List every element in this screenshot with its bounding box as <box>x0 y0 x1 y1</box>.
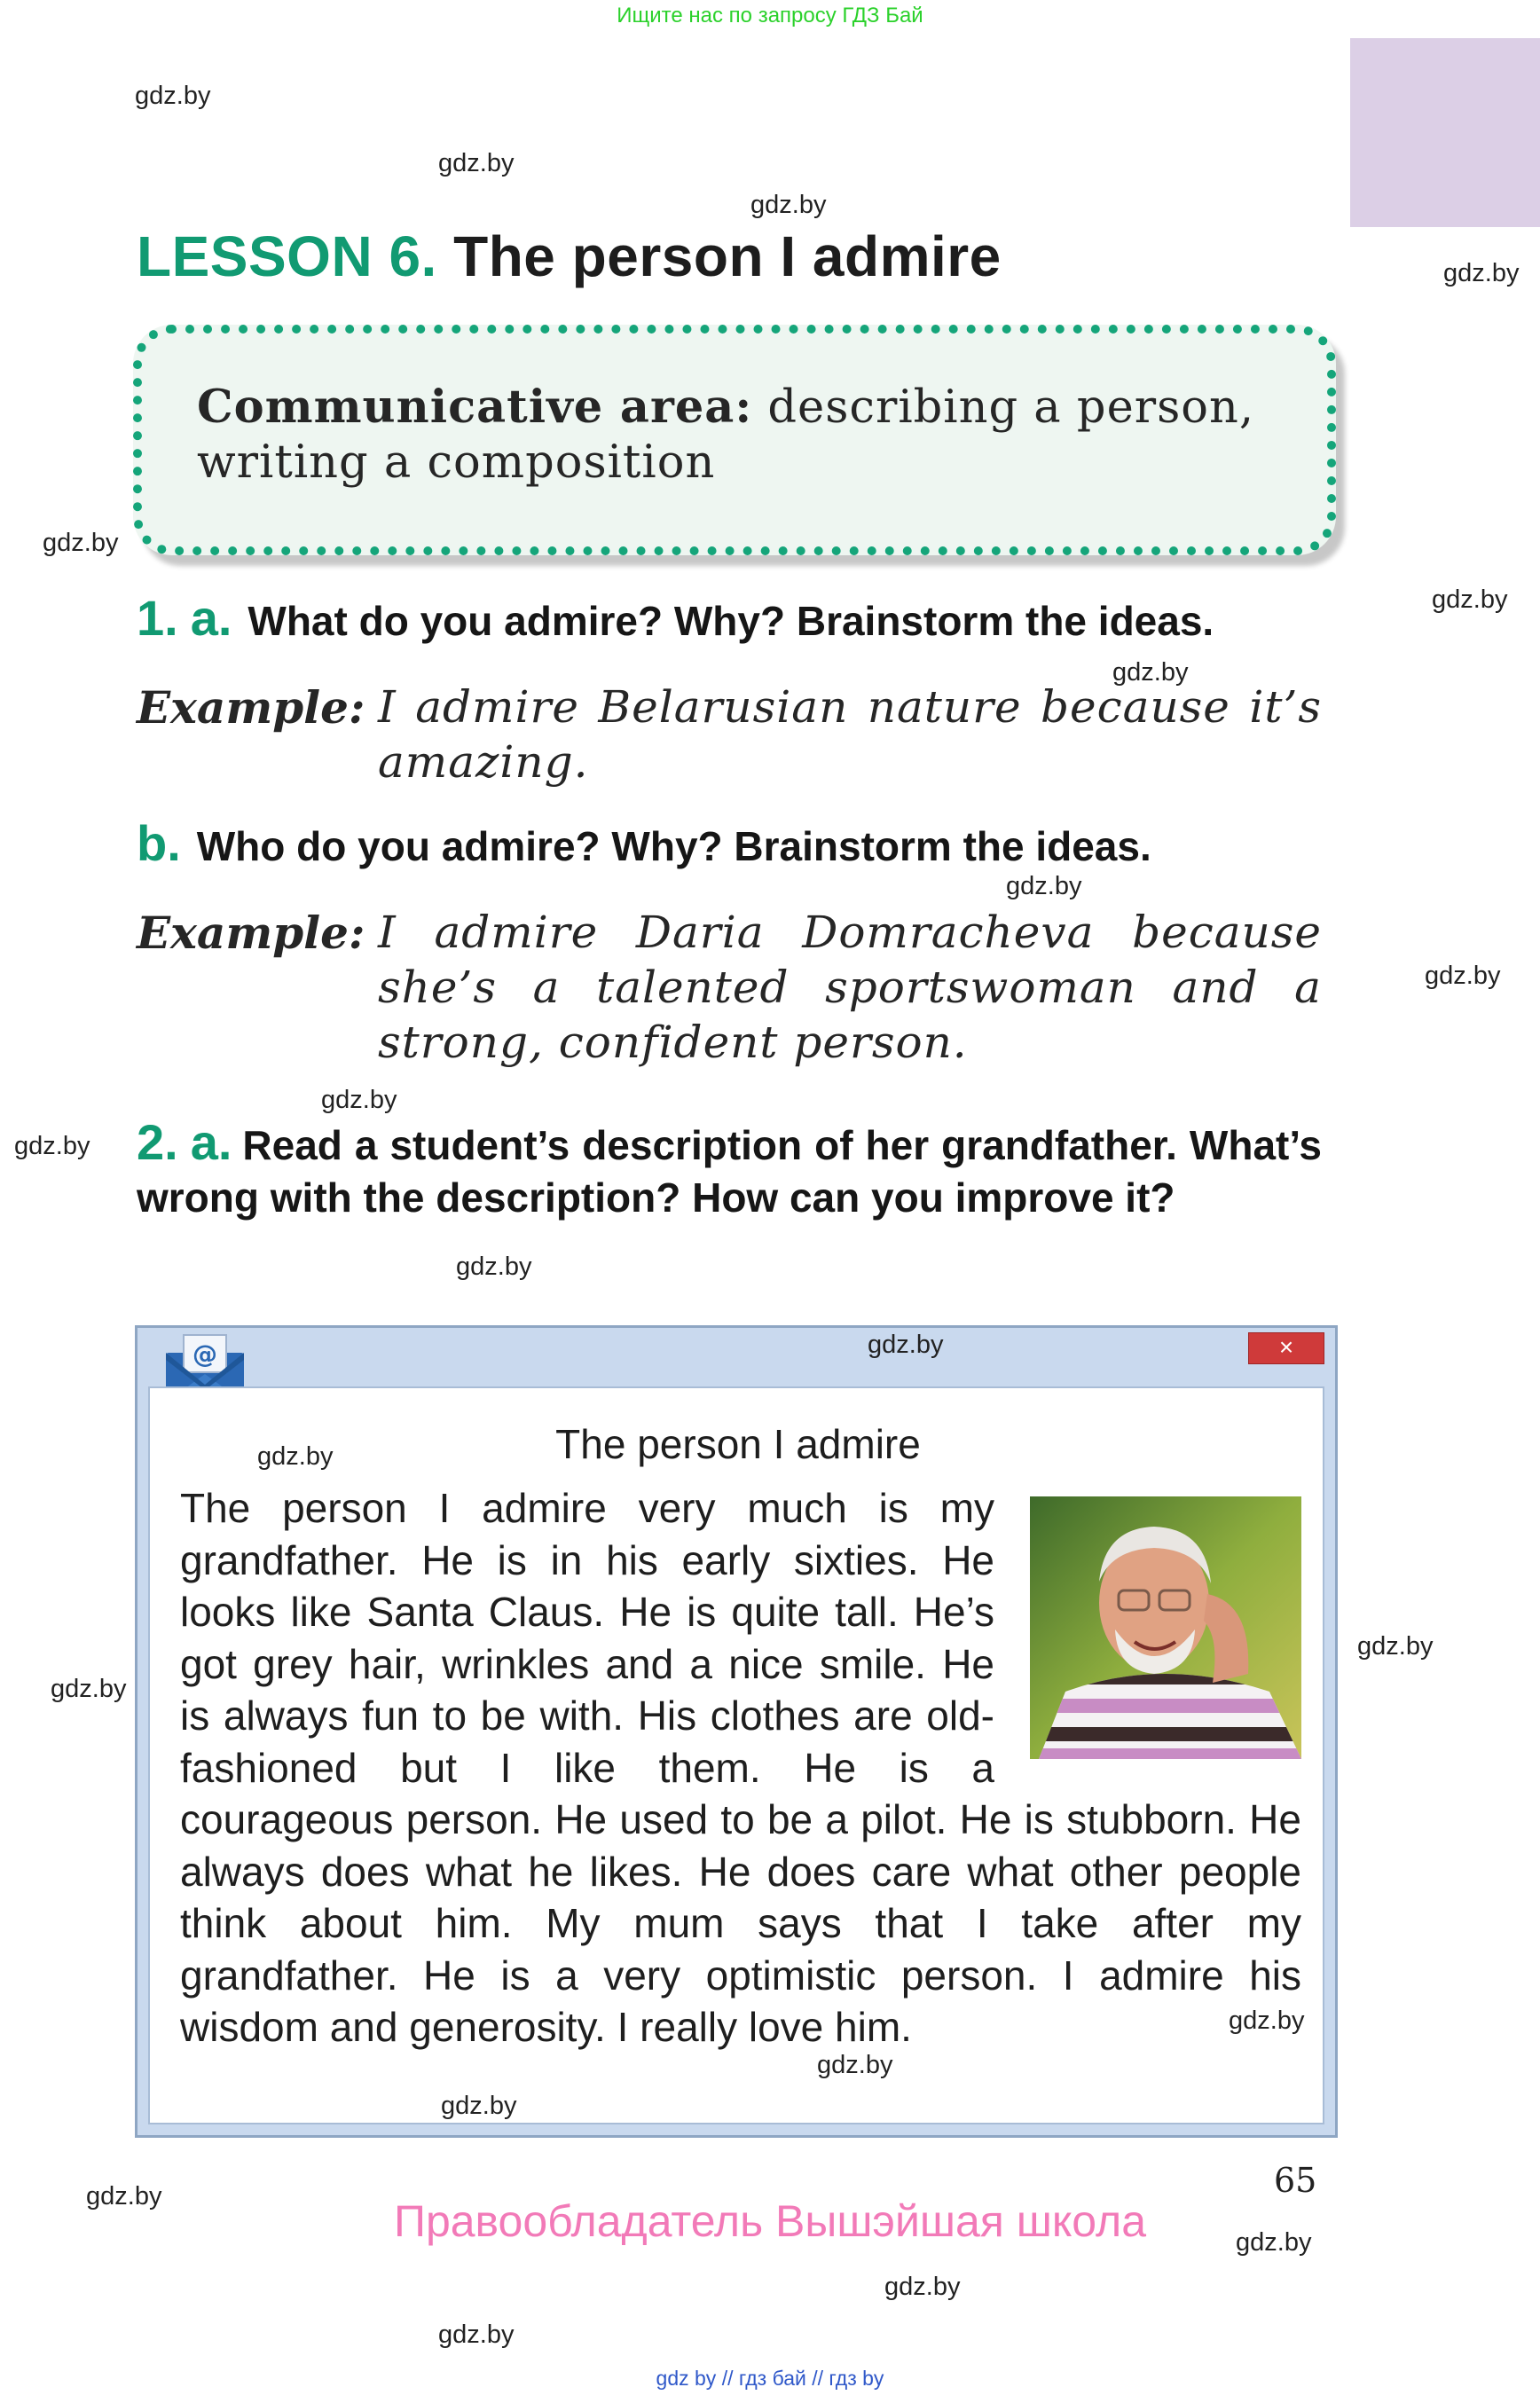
close-button[interactable] <box>1248 1332 1324 1364</box>
copyright-notice: Правообладатель Вышэйшая школа <box>394 2196 1146 2246</box>
communicative-area-label: Communicative area: <box>197 381 753 434</box>
watermark: gdz.by <box>1006 872 1082 900</box>
task-number: 1. <box>137 590 178 646</box>
composition-title: The person I admire <box>555 1421 921 1467</box>
watermark: gdz.by <box>1236 2228 1312 2257</box>
task-1a-heading <box>137 589 1214 647</box>
task-1b-heading <box>137 814 1151 872</box>
composition-body: The person I admire very much is my grandfather. He is in his early sixties. He looks like Santa Claus. He is quite tall. He’s got grey hair, wrinkles and a nice smile. He is always fun to be with. His clothes are old-fashioned but I like them. He is a courageous person. He used to be a pilot. He is stubborn. He always does what he likes. He does care what other people think about him. My mum says that I take after my grandfather. He is a very optimistic person. I admire his wisdom and generosity. I really love him. <box>180 1485 1301 2050</box>
communicative-area-text <box>197 380 1261 491</box>
composition-body-block <box>180 1482 1301 2054</box>
watermark: gdz.by <box>868 1331 944 1359</box>
watermark: gdz.by <box>438 2321 515 2349</box>
watermark: gdz.by <box>1443 259 1520 287</box>
watermark: gdz.by <box>438 149 515 177</box>
top-banner[interactable]: Ищите нас по запросу ГДЗ Бай <box>617 4 923 27</box>
footer-links[interactable]: gdz by // гдз бай // гдз by <box>656 2367 884 2390</box>
example-text: I admire Daria Domracheva because she’s a talented sportswoman and a strong, confident person. <box>378 907 1322 1068</box>
task-instruction: Read a student’s description of her grandfather. What’s wrong with the description? How can you improve it? <box>137 1122 1322 1221</box>
lesson-title <box>137 224 1002 289</box>
lesson-number: LESSON 6. <box>137 224 437 288</box>
watermark: gdz.by <box>86 2182 162 2211</box>
communicative-area-box <box>133 325 1336 555</box>
page-number: 65 <box>1274 2161 1317 2200</box>
watermark: gdz.by <box>884 2273 961 2301</box>
watermark: gdz.by <box>257 1442 334 1471</box>
task-2a-heading <box>137 1116 1322 1224</box>
lesson-title-text: The person I admire <box>453 224 1002 288</box>
watermark: gdz.by <box>43 529 119 557</box>
task-letter: b. <box>137 815 181 871</box>
corner-tab <box>1350 38 1540 227</box>
composition-panel <box>148 1386 1324 2124</box>
grandfather-photo <box>1030 1496 1301 1759</box>
watermark: gdz.by <box>750 191 827 219</box>
watermark: gdz.by <box>1357 1632 1434 1661</box>
example-label: Example: <box>137 907 365 959</box>
watermark: gdz.by <box>1425 962 1501 990</box>
watermark: gdz.by <box>135 82 211 110</box>
communicative-area-description: describing a person, writing a composition <box>197 381 1255 489</box>
watermark: gdz.by <box>441 2092 517 2120</box>
example-label: Example: <box>137 681 365 734</box>
watermark: gdz.by <box>14 1132 90 1160</box>
task-letter: a. <box>190 1114 232 1170</box>
svg-text:@: @ <box>192 1339 217 1369</box>
watermark: gdz.by <box>1432 585 1508 614</box>
watermark: gdz.by <box>456 1253 532 1281</box>
task-letter: a. <box>190 590 232 646</box>
watermark: gdz.by <box>1229 2006 1305 2035</box>
task-instruction: What do you admire? Why? Brainstorm the ideas. <box>248 598 1214 644</box>
task-instruction: Who do you admire? Why? Brainstorm the ideas. <box>196 823 1151 869</box>
watermark: gdz.by <box>321 1086 397 1114</box>
watermark: gdz.by <box>51 1675 127 1703</box>
close-icon: × <box>1278 1333 1294 1361</box>
watermark: gdz.by <box>1112 658 1189 687</box>
task-number: 2. <box>137 1114 178 1170</box>
watermark: gdz.by <box>817 2051 893 2079</box>
example-text: I admire Belarusian nature because it’s amazing. <box>378 681 1322 788</box>
